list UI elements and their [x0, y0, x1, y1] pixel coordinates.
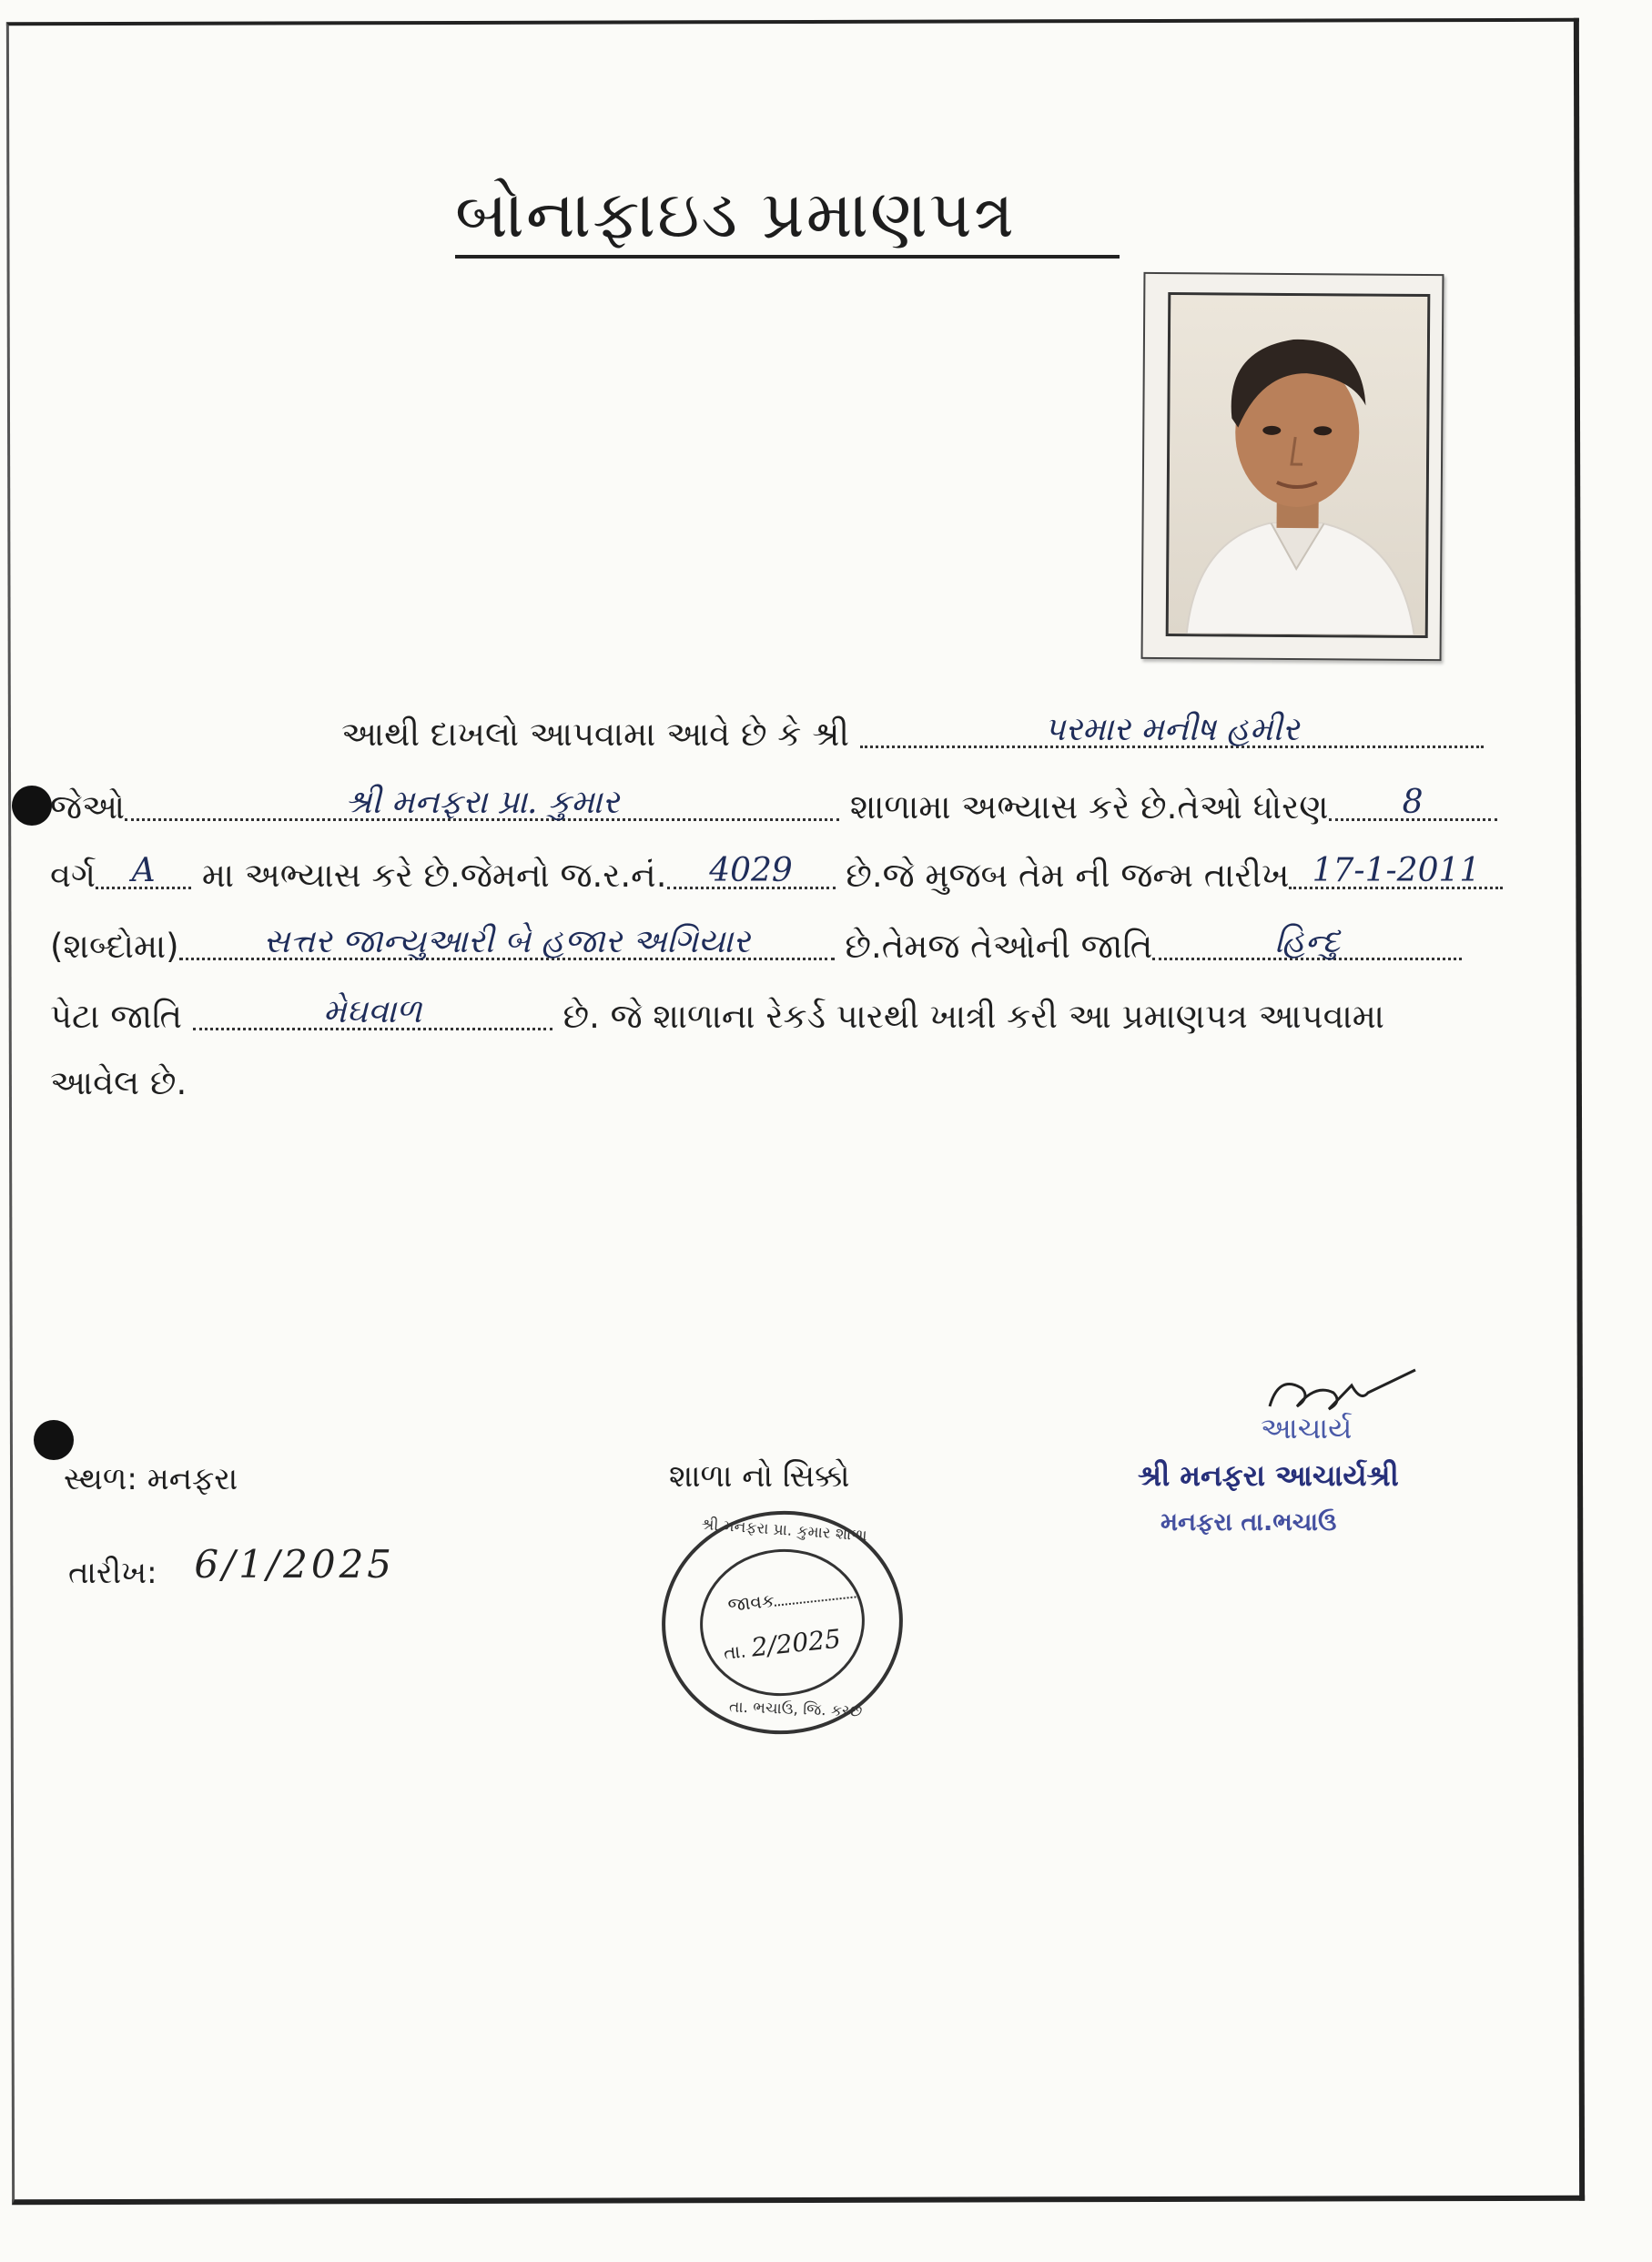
- student-name-value: પરમાર મનીષ હમીર: [1044, 711, 1300, 748]
- register-no-field: [667, 852, 836, 889]
- place-label: સ્થળ: મનફરા: [64, 1461, 238, 1497]
- school-name-value: શ્રી મનફરા પ્રા. કુમાર: [344, 784, 620, 821]
- line5-prefix: પેટા જાતિ: [50, 997, 182, 1036]
- seal-field-date-label: તા.: [722, 1639, 747, 1664]
- sub-caste-field: [193, 993, 552, 1030]
- standard-value: 8: [1402, 784, 1424, 821]
- punch-hole-top: [12, 786, 52, 826]
- body-line-5: [50, 993, 1534, 1037]
- student-name-field: [860, 711, 1484, 748]
- seal-ring-text-top: શ્રી મનફરા પ્રા. કુમાર શાળા: [700, 1515, 868, 1546]
- seal-label: શાળા નો સિક્કો: [669, 1458, 850, 1495]
- student-photo-image: [1166, 292, 1431, 638]
- student-portrait-picture: [1169, 295, 1428, 635]
- principal-title: શ્રી મનફરા આચાર્યશ્રી: [1138, 1458, 1399, 1493]
- seal-ring-text-bottom: તા. ભચાઉ, જિ. કચ્છ: [728, 1698, 863, 1721]
- student-photo: [1141, 272, 1444, 661]
- line4-mid: છે.તેમજ તેઓની જાતિ: [845, 927, 1153, 966]
- line6-text: આવેલ છે.: [50, 1063, 187, 1102]
- line2-mid: શાળામા અભ્યાસ કરે છે.તેઓ ધોરણ: [849, 787, 1329, 827]
- seal-field-no-label: જાવક: [726, 1588, 775, 1617]
- body-line-1: [341, 711, 1534, 755]
- birth-date-field: [1289, 852, 1503, 889]
- line3-mid: મા અભ્યાસ કરે છે.જેમનો જ.ર.નં.: [201, 856, 667, 895]
- date-row: [68, 1542, 396, 1592]
- seal-field-no-dots: [775, 1596, 856, 1606]
- line3-mid2: છે.જે મુજબ તેમ ની જન્મ તારીખ: [846, 856, 1290, 895]
- body-line-4: [50, 923, 1534, 967]
- division-field: [96, 852, 191, 889]
- body-line-6: [50, 1063, 1534, 1103]
- line1-prefix: આથી દાખલો આપવામા આવે છે કે શ્રી: [341, 715, 849, 754]
- punch-hole-bottom: [34, 1420, 74, 1460]
- standard-field: [1329, 784, 1497, 821]
- principal-signature-mark: આચાર્ય: [1261, 1411, 1353, 1445]
- seal-field-date-value: 2/2025: [749, 1623, 843, 1663]
- division-value: A: [131, 852, 156, 889]
- certificate-title: બોનાફાઇડ પ્રમાણપત્ર: [455, 173, 1120, 259]
- seal-field-no: [726, 1580, 856, 1616]
- line2-prefix: જેઓ: [50, 787, 126, 827]
- caste-value: હિન્દુ: [1274, 923, 1341, 960]
- seal-inner-ring: [693, 1541, 872, 1704]
- birth-date-words-value: સત્તર જાન્યુઆરી બે હજાર અગિયાર: [263, 923, 750, 960]
- school-name-field: [125, 784, 839, 821]
- line4-prefix: (શબ્દોમા): [50, 927, 179, 966]
- seal-field-date: [722, 1623, 842, 1665]
- birth-date-value: 17-1-2011: [1312, 852, 1481, 889]
- date-label: તારીખ:: [68, 1555, 157, 1591]
- body-line-3: [50, 852, 1534, 896]
- principal-place: મનફરા તા.ભચાઉ: [1160, 1508, 1337, 1537]
- register-no-value: 4029: [709, 852, 793, 889]
- line3-prefix: વર્ગ: [50, 856, 96, 895]
- caste-field: [1152, 923, 1462, 960]
- date-value: 6/1/2025: [194, 1542, 396, 1587]
- sub-caste-value: મેઘવાળ: [323, 993, 422, 1030]
- birth-date-words-field: [179, 923, 835, 960]
- body-line-2: [50, 784, 1534, 827]
- line5-mid: છે. જે શાળાના રેકર્ડ પારથી ખાત્રી કરી આ પ્રમાણપત્ર આપવામા: [562, 997, 1384, 1036]
